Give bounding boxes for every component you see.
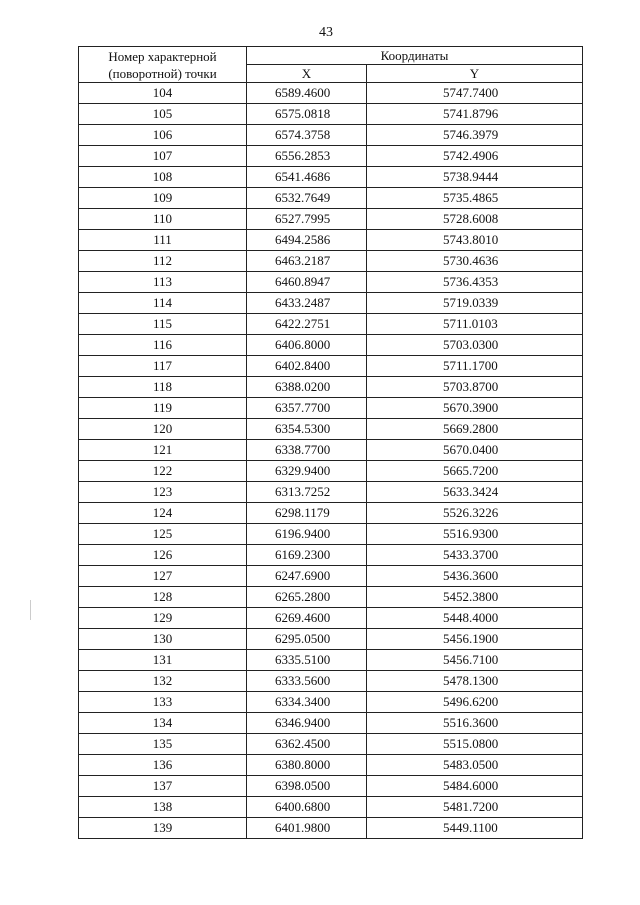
point-number-cell: 106	[79, 125, 247, 146]
y-coordinate-cell: 5526.3226	[367, 503, 583, 524]
y-coordinate-cell: 5448.4000	[367, 608, 583, 629]
x-coordinate-cell: 6329.9400	[247, 461, 367, 482]
table-row	[79, 230, 583, 251]
y-coordinate-cell: 5711.1700	[367, 356, 583, 377]
point-number-cell: 111	[79, 230, 247, 251]
coordinates-header: Координаты	[247, 47, 583, 65]
x-coordinate-cell: 6406.8000	[247, 335, 367, 356]
x-coordinate-cell: 6380.8000	[247, 755, 367, 776]
y-coordinate-cell: 5481.7200	[367, 797, 583, 818]
point-number-cell: 114	[79, 293, 247, 314]
table-row	[79, 587, 583, 608]
point-number-cell: 120	[79, 419, 247, 440]
table-row	[79, 104, 583, 125]
point-number-cell: 109	[79, 188, 247, 209]
y-coordinate-cell: 5665.7200	[367, 461, 583, 482]
y-coordinate-cell: 5741.8796	[367, 104, 583, 125]
y-coordinate-cell: 5516.3600	[367, 713, 583, 734]
y-coordinate-cell: 5436.3600	[367, 566, 583, 587]
x-coordinate-cell: 6541.4686	[247, 167, 367, 188]
y-coordinate-cell: 5433.3700	[367, 545, 583, 566]
point-number-cell: 135	[79, 734, 247, 755]
y-coordinate-cell: 5484.6000	[367, 776, 583, 797]
y-coordinate-cell: 5633.3424	[367, 482, 583, 503]
x-coordinate-cell: 6298.1179	[247, 503, 367, 524]
table-row	[79, 650, 583, 671]
y-header: Y	[367, 65, 583, 83]
y-coordinate-cell: 5703.0300	[367, 335, 583, 356]
point-number-cell: 104	[79, 83, 247, 104]
x-coordinate-cell: 6269.4600	[247, 608, 367, 629]
y-coordinate-cell: 5452.3800	[367, 587, 583, 608]
x-coordinate-cell: 6575.0818	[247, 104, 367, 125]
point-number-cell: 108	[79, 167, 247, 188]
y-coordinate-cell: 5711.0103	[367, 314, 583, 335]
table-row	[79, 440, 583, 461]
y-coordinate-cell: 5449.1100	[367, 818, 583, 839]
coordinates-table	[78, 46, 583, 839]
point-number-cell: 125	[79, 524, 247, 545]
x-coordinate-cell: 6169.2300	[247, 545, 367, 566]
x-coordinate-cell: 6196.9400	[247, 524, 367, 545]
point-number-cell: 133	[79, 692, 247, 713]
y-coordinate-cell: 5456.7100	[367, 650, 583, 671]
point-number-cell: 123	[79, 482, 247, 503]
x-coordinate-cell: 6527.7995	[247, 209, 367, 230]
y-coordinate-cell: 5496.6200	[367, 692, 583, 713]
x-coordinate-cell: 6247.6900	[247, 566, 367, 587]
table-row	[79, 251, 583, 272]
y-coordinate-cell: 5728.6008	[367, 209, 583, 230]
point-number-cell: 132	[79, 671, 247, 692]
x-coordinate-cell: 6346.9400	[247, 713, 367, 734]
y-coordinate-cell: 5743.8010	[367, 230, 583, 251]
table-row	[79, 377, 583, 398]
point-number-cell: 121	[79, 440, 247, 461]
point-number-cell: 107	[79, 146, 247, 167]
y-coordinate-cell: 5736.4353	[367, 272, 583, 293]
point-number-cell: 119	[79, 398, 247, 419]
point-number-cell: 112	[79, 251, 247, 272]
table-row	[79, 356, 583, 377]
x-coordinate-cell: 6313.7252	[247, 482, 367, 503]
table-row	[79, 482, 583, 503]
point-number-cell: 124	[79, 503, 247, 524]
table-row	[79, 314, 583, 335]
x-coordinate-cell: 6402.8400	[247, 356, 367, 377]
point-number-cell: 131	[79, 650, 247, 671]
point-number-cell: 115	[79, 314, 247, 335]
table-row	[79, 461, 583, 482]
y-coordinate-cell: 5735.4865	[367, 188, 583, 209]
page-number: 43	[319, 25, 333, 40]
table-row	[79, 713, 583, 734]
point-number-cell: 129	[79, 608, 247, 629]
table-row	[79, 125, 583, 146]
point-number-cell: 130	[79, 629, 247, 650]
point-number-cell: 137	[79, 776, 247, 797]
x-coordinate-cell: 6295.0500	[247, 629, 367, 650]
table-row	[79, 188, 583, 209]
point-number-cell: 122	[79, 461, 247, 482]
point-number-cell: 128	[79, 587, 247, 608]
y-coordinate-cell: 5730.4636	[367, 251, 583, 272]
table-row	[79, 566, 583, 587]
y-coordinate-cell: 5669.2800	[367, 419, 583, 440]
y-coordinate-cell: 5738.9444	[367, 167, 583, 188]
table-row	[79, 419, 583, 440]
x-coordinate-cell: 6433.2487	[247, 293, 367, 314]
x-coordinate-cell: 6494.2586	[247, 230, 367, 251]
point-number-header: Номер характерной (поворотной) точки	[79, 47, 247, 83]
y-coordinate-cell: 5456.1900	[367, 629, 583, 650]
table-row	[79, 83, 583, 104]
point-number-cell: 110	[79, 209, 247, 230]
table-row	[79, 524, 583, 545]
table-row	[79, 293, 583, 314]
point-number-cell: 127	[79, 566, 247, 587]
x-coordinate-cell: 6354.5300	[247, 419, 367, 440]
point-number-cell: 136	[79, 755, 247, 776]
y-coordinate-cell: 5515.0800	[367, 734, 583, 755]
point-number-cell: 134	[79, 713, 247, 734]
point-number-cell: 116	[79, 335, 247, 356]
table-row	[79, 776, 583, 797]
y-coordinate-cell: 5742.4906	[367, 146, 583, 167]
table-row	[79, 671, 583, 692]
x-coordinate-cell: 6362.4500	[247, 734, 367, 755]
y-coordinate-cell: 5670.0400	[367, 440, 583, 461]
y-coordinate-cell: 5483.0500	[367, 755, 583, 776]
table-row	[79, 335, 583, 356]
table-row	[79, 629, 583, 650]
table-row	[79, 209, 583, 230]
table-row	[79, 692, 583, 713]
y-coordinate-cell: 5478.1300	[367, 671, 583, 692]
x-header: X	[247, 65, 367, 83]
x-coordinate-cell: 6589.4600	[247, 83, 367, 104]
x-coordinate-cell: 6334.3400	[247, 692, 367, 713]
point-number-cell: 113	[79, 272, 247, 293]
x-coordinate-cell: 6463.2187	[247, 251, 367, 272]
table-row	[79, 545, 583, 566]
x-coordinate-cell: 6333.5600	[247, 671, 367, 692]
x-coordinate-cell: 6574.3758	[247, 125, 367, 146]
point-number-cell: 138	[79, 797, 247, 818]
point-number-cell: 118	[79, 377, 247, 398]
y-coordinate-cell: 5703.8700	[367, 377, 583, 398]
y-coordinate-cell: 5747.7400	[367, 83, 583, 104]
x-coordinate-cell: 6398.0500	[247, 776, 367, 797]
x-coordinate-cell: 6265.2800	[247, 587, 367, 608]
x-coordinate-cell: 6335.5100	[247, 650, 367, 671]
table-row	[79, 167, 583, 188]
table-row	[79, 818, 583, 839]
point-number-cell: 126	[79, 545, 247, 566]
y-coordinate-cell: 5746.3979	[367, 125, 583, 146]
x-coordinate-cell: 6388.0200	[247, 377, 367, 398]
y-coordinate-cell: 5670.3900	[367, 398, 583, 419]
table-row	[79, 398, 583, 419]
table-body	[79, 83, 583, 839]
table-header	[79, 47, 583, 83]
x-coordinate-cell: 6338.7700	[247, 440, 367, 461]
x-coordinate-cell: 6401.9800	[247, 818, 367, 839]
table-row	[79, 503, 583, 524]
x-coordinate-cell: 6532.7649	[247, 188, 367, 209]
y-coordinate-cell: 5719.0339	[367, 293, 583, 314]
point-number-cell: 117	[79, 356, 247, 377]
point-number-cell: 139	[79, 818, 247, 839]
x-coordinate-cell: 6400.6800	[247, 797, 367, 818]
y-coordinate-cell: 5516.9300	[367, 524, 583, 545]
x-coordinate-cell: 6422.2751	[247, 314, 367, 335]
x-coordinate-cell: 6357.7700	[247, 398, 367, 419]
table-row	[79, 734, 583, 755]
scan-margin-mark	[30, 600, 31, 620]
point-number-cell: 105	[79, 104, 247, 125]
table-row	[79, 272, 583, 293]
x-coordinate-cell: 6556.2853	[247, 146, 367, 167]
table-row	[79, 608, 583, 629]
table-row	[79, 797, 583, 818]
x-coordinate-cell: 6460.8947	[247, 272, 367, 293]
table-row	[79, 755, 583, 776]
table-row	[79, 146, 583, 167]
